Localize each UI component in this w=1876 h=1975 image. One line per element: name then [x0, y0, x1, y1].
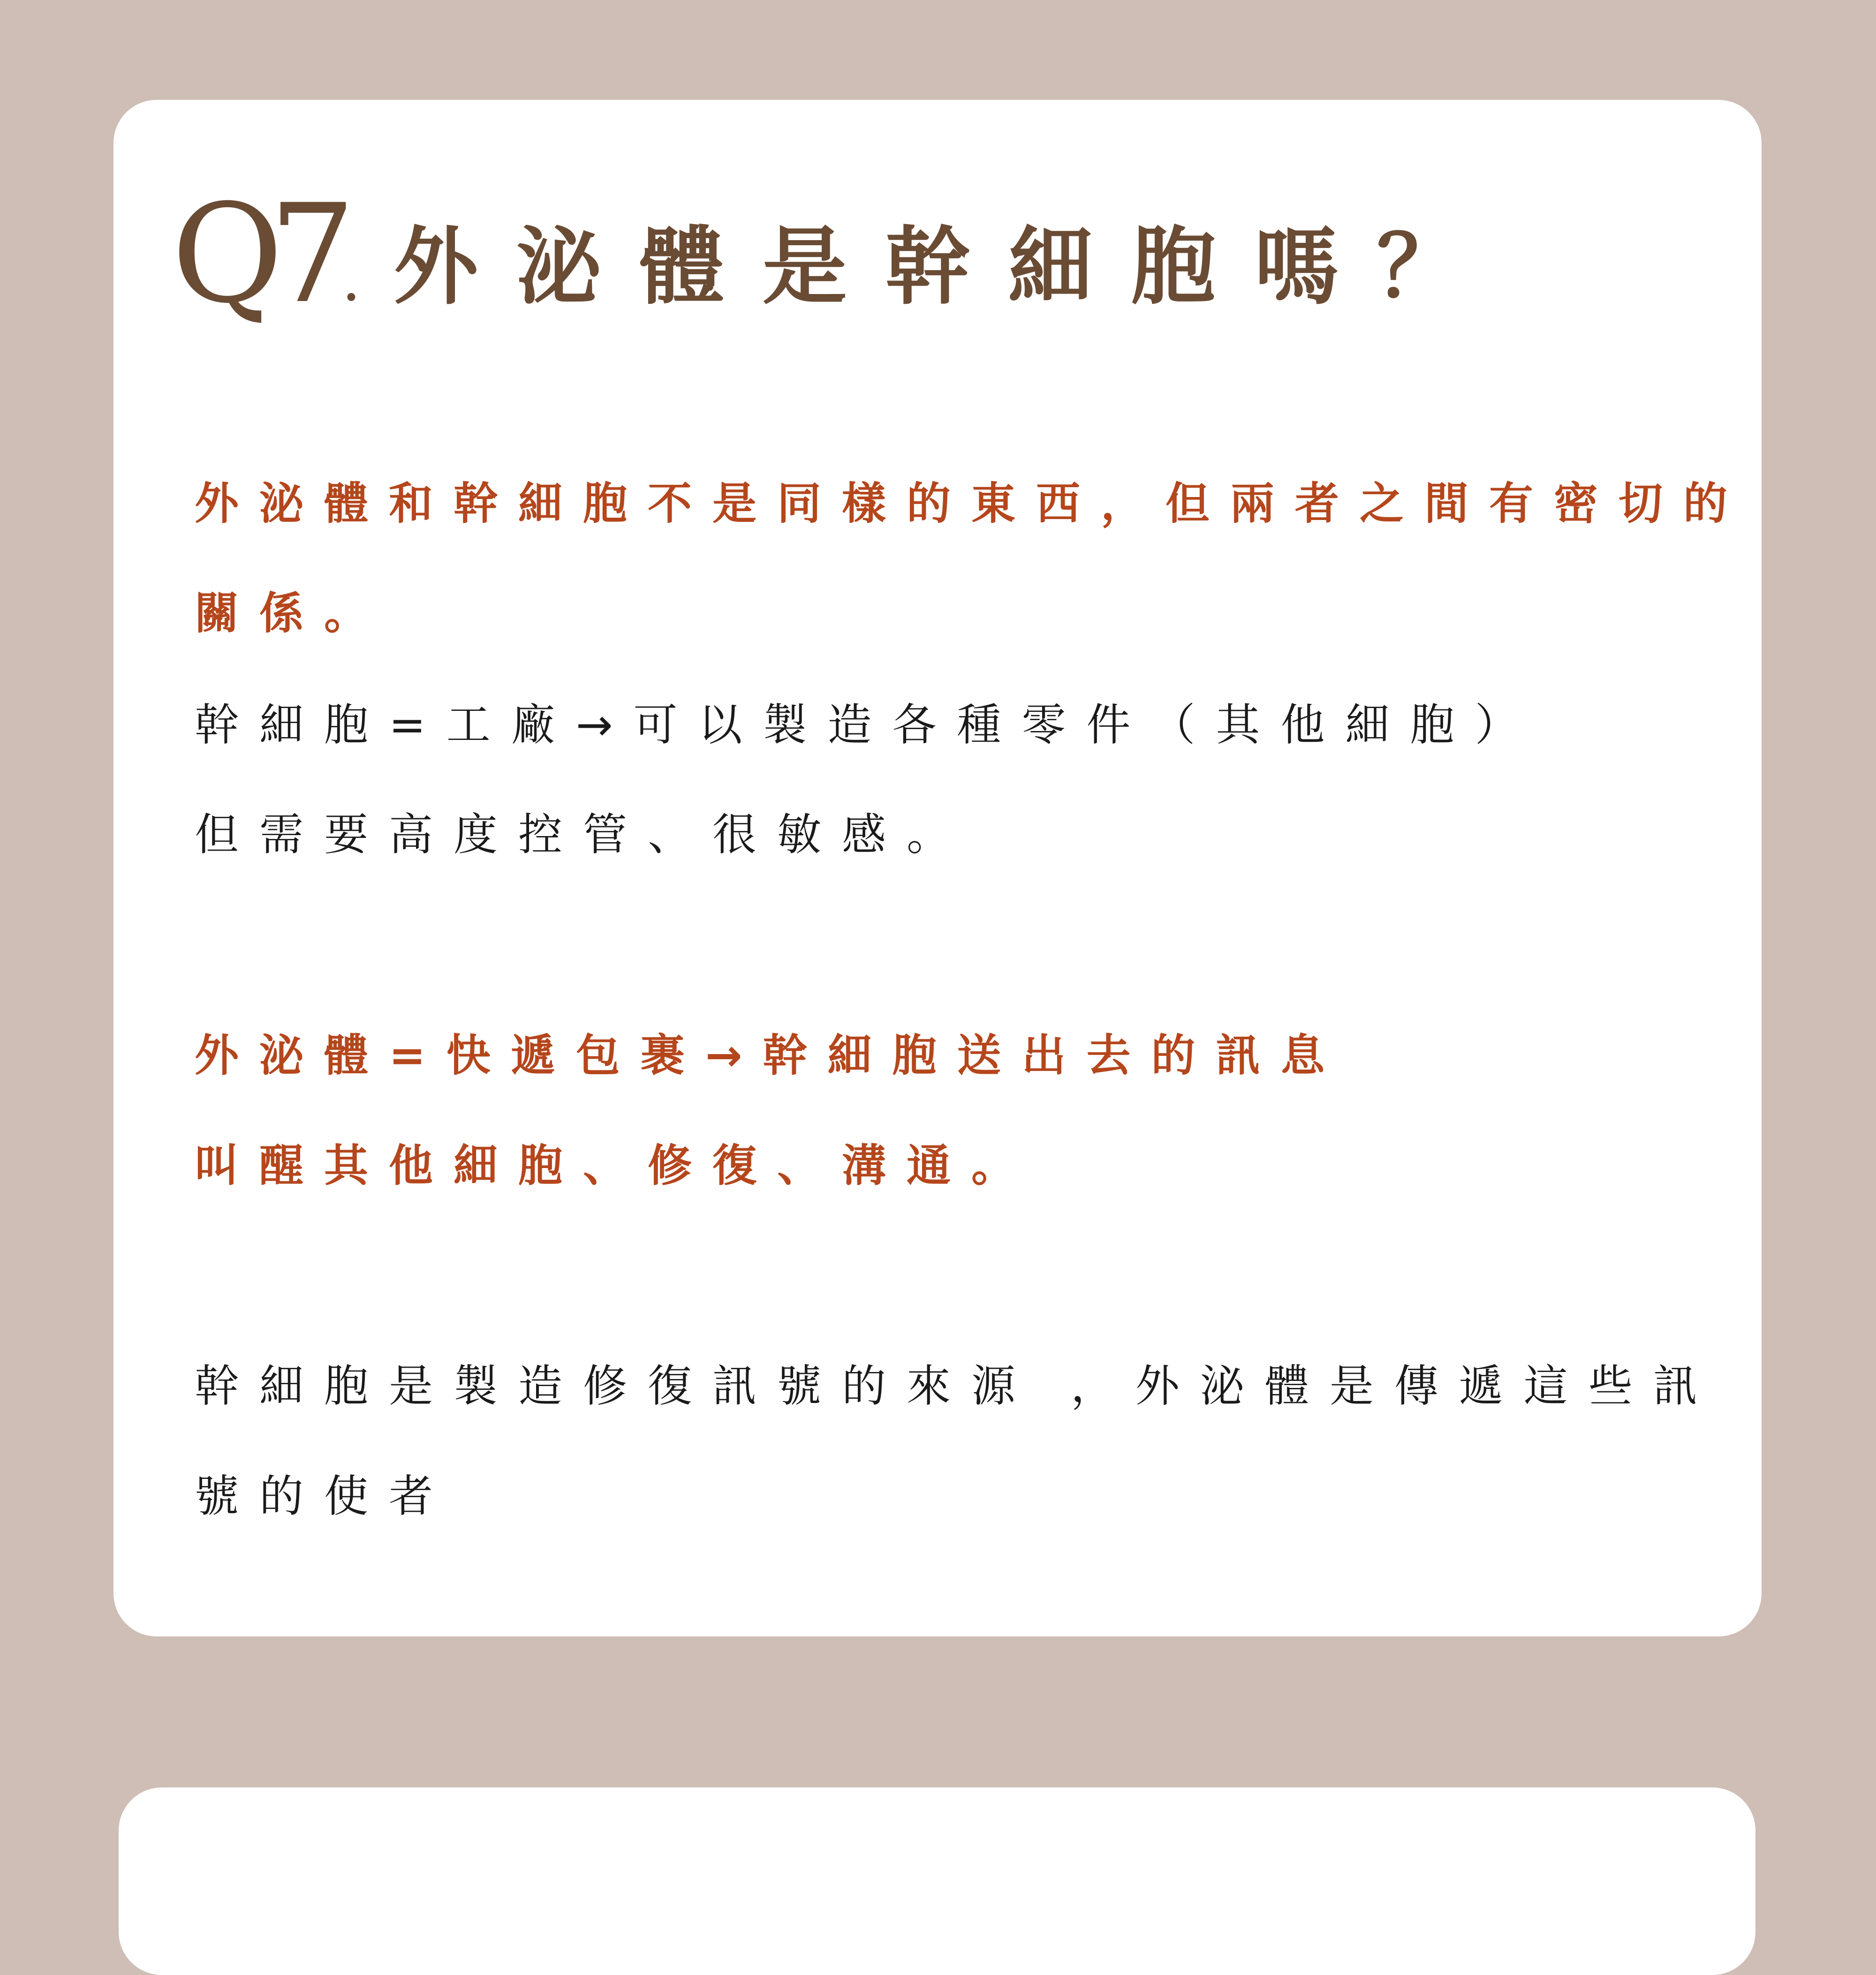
summary-line-2: 號的使者 — [195, 1471, 454, 1522]
exosome-analogy-line-1: 外泌體=快遞包裹→幹細胞送出去的訊息 — [195, 1030, 1346, 1081]
summary-line-1: 幹細胞是製造修復訊號的來源 ，外泌體是傳遞這些訊 — [195, 1361, 1718, 1412]
exosome-analogy-line-2: 叫醒其他細胞、修復、溝通。 — [195, 1140, 1036, 1191]
question-number: Q7 — [172, 175, 342, 333]
stem-cell-analogy-line-2: 但需要高度控管、很敏感。 — [195, 809, 972, 860]
question-title: 外泌體是幹細胞嗎？ — [393, 218, 1500, 316]
question-heading — [172, 117, 1500, 333]
next-card — [119, 1787, 1755, 1975]
answer-intro-line-2: 關係。 — [195, 588, 389, 639]
question-number-dot: . — [341, 243, 361, 315]
stem-cell-analogy-line-1: 幹細胞=工廠→可以製造各種零件（其他細胞） — [195, 700, 1540, 751]
answer-intro-line-1: 外泌體和幹細胞不是同樣的東西，但兩者之間有密切的 — [195, 478, 1748, 529]
